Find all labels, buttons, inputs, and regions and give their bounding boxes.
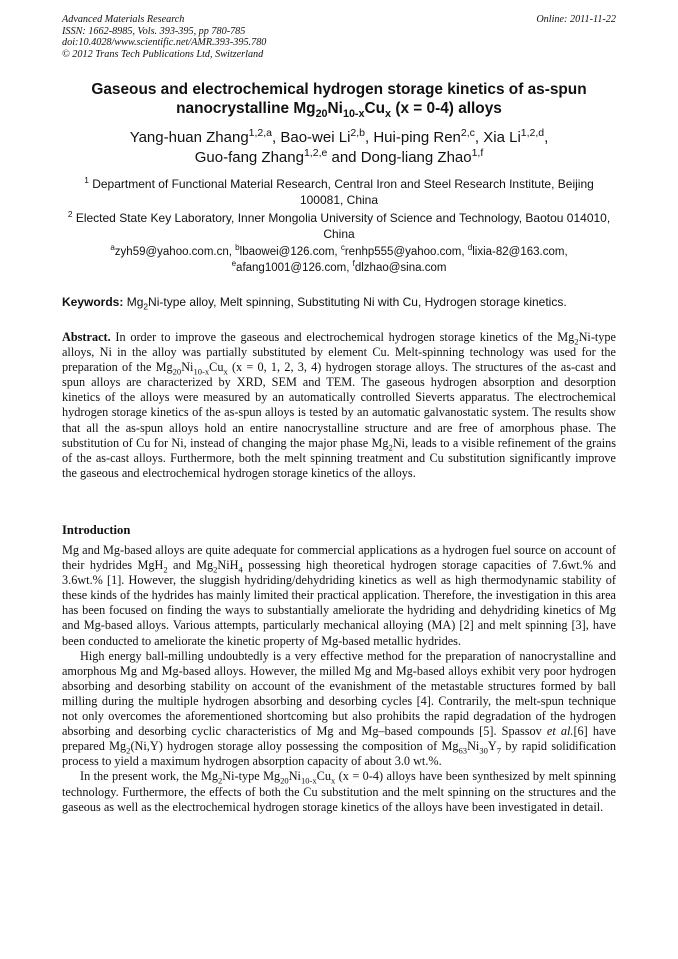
author-list [62,128,616,167]
author-line-1: Yang-huan Zhang$^{1,2,a}$, Bao-wei Li$^{2,b}$, Hui-ping Ren$^{2,c}$, Xia Li$^{1,2,d}$, [129,127,549,146]
keywords: Keywords: $Mg_2Ni$-type alloy, Melt spinning, Substituting Ni with Cu, Hydrogen storage kinetics. [62,295,567,312]
online-date: Online: 2011-11-22 [536,14,616,25]
author-line-2: Guo-fang Zhang$^{1,2,e}$ and Dong-liang Zhao$^{1,f}$ [194,146,484,166]
intro-paragraph-1: Mg and Mg-based alloys are quite adequate for commercial applications as a hydrogen fuel source on account of their hydrides MgH$_2$ and $Mg_2NiH_4$ possessing high theoretical hydrogen storage capacities of 7.6wt.% and 3.6wt.% [1]. However, the sluggish hydriding/dehydriding kinetics as well as high thermodynamic stability of these kinds of the hydrides has mainly limited their practical application. Therefore, the investigation in this area has been focused on finding the ways to substantially ameliorate the hydriding and dehydriding kinetics of Mg and Mg-based alloys. Various attempts, particularly mechanical alloying (MA) [2] and melt spinning [3], have been conducted to ameliorate the kinetic property of Mg-based metallic hydrides. [62,543,617,648]
doi-line: doi:10.4028/www.scientific.net/AMR.393-395.780 [62,37,267,49]
affiliation-2: $^2$ Elected State Key Laboratory, Inner Mongolia University of Science and Technology, Baotou 014010, China [67,209,611,241]
intro-paragraph-2: High energy ball-milling undoubtedly is a very effective method for the preparation of nanocrystalline and amorphous Mg and Mg-based alloys. However, the milled Mg and Mg-based alloys exhibit very poor hydrogen absorbing and desorbing stability on account of the evanishment of the metastable structures formed by ball milling during the multiple hydrogen absorbing and desorbing cycles [4]. Contrarily, the melt-spun technique not only overcomes the aforementioned shortcoming but also prohibits the rapid degradation of the hydrogen absorbing and desorbing cyclic characteristics of Mg and Mg–based compounds [5]. Spassov et al.[6] have prepared $Mg_2(Ni,Y)$ hydrogen storage alloy possessing the composition of $Mg_{63}Ni_{30}Y_7$ by rapid solidification process to yield a maximum hydrogen absorption capacity of about 3.0 wt.%. [62,648,616,769]
author-emails: $^a$zyh59@yahoo.com.cn, $^b$lbaowei@126.com, $^c$renhp555@yahoo.com, $^d$lixia-82@163.com, $^e$afang1001@126.com, $^f$dlzhao@sina.com [110,243,568,274]
paper-title [62,80,616,121]
title-line-2: nanocrystalline $Mg_{20}Ni_{10-x}Cu_x$ (x = 0-4) alloys [176,100,502,121]
abstract: Abstract. In order to improve the gaseous and electrochemical hydrogen storage kinetics of the $Mg_2Ni$-type alloys, Ni in the alloy was partially substituted by element Cu. Melt-spinning technology was used for the preparation of the $Mg_{20}Ni_{10-x}Cu_x$ (x = 0, 1, 2, 3, 4) hydrogen storage alloys. The structures of the as-cast and spun alloys are characterized by XRD, SEM and TEM. The gaseous hydrogen absorption and desorption kinetics of the alloys were measured by an automatically controlled Sieverts apparatus. The electrochemical hydrogen storage kinetics of the as-spun alloys is tested by an automatic galvanostatic system. The results show that all the as-spun alloys hold an entire nanocrystalline structure and are free of amorphous phase. The substitution of Cu for Ni, instead of changing the major phase $Mg_2Ni$, leads to a visible refinement of the grains of the as-cast alloys. Furthermore, both the melt spinning treatment and Cu substitution significantly improve the gaseous and electrochemical hydrogen storage kinetics of the alloys. [62,330,616,480]
copyright-line: © 2012 Trans Tech Publications Ltd, Switzerland [62,48,264,60]
title-line-1: Gaseous and electrochemical hydrogen storage kinetics of as-spun [91,81,587,98]
issn-line: ISSN: 1662-8985, Vols. 393-395, pp 780-785 [62,25,246,37]
journal-header [62,14,266,60]
introduction-body [62,543,616,815]
affiliation-1: $^1$ Department of Functional Material Research, Central Iron and Steel Research Institute, Beijing 100081, China [84,175,594,207]
intro-paragraph-3: In the present work, the $Mg_2Ni$-type $Mg_{20}Ni_{10-x}Cu_x$ (x = 0-4) alloys have been synthesized by melt spinning technology. Furthermore, the effects of both the Cu substitution and the melt spinning on the structures and the gaseous as well as the electrochemical hydrogen storage kinetics of the alloys have been investigated in detail. [62,769,617,814]
introduction-heading: Introduction [62,523,131,537]
journal-name: Advanced Materials Research [62,14,185,25]
